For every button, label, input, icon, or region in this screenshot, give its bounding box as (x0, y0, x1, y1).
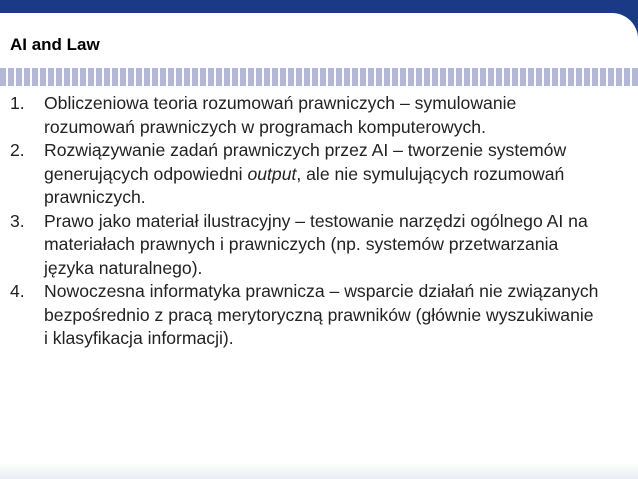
list-item-text (44, 139, 600, 210)
slide (0, 13, 638, 479)
list-item (10, 280, 600, 351)
list-item (10, 139, 600, 210)
list-item-text: Prawo jako materiał ilustracyjny – testowanie narzędzi ogólnego AI na materiałach prawnych i prawniczych (np. systemów przetwarzania języka naturalnego). (44, 210, 588, 278)
title-divider (0, 68, 638, 86)
list-item-text: Obliczeniowa teoria rozumowań prawniczych – symulowanie rozumowań prawniczych w programach komputerowych. (44, 93, 517, 137)
list-item-text-part: , ale nie symulujących rozumowań prawniczych. (44, 163, 565, 207)
numbered-list (10, 92, 600, 351)
slide-title: AI and Law (10, 35, 100, 54)
bottom-shade (0, 463, 638, 479)
list-item-text: Nowoczesna informatyka prawnicza – wsparcie działań nie związanych bezpośrednio z pracą merytoryczną prawników (głównie wyszukiwanie i klasyfikacja informacji). (44, 281, 599, 348)
list-item-number: 2. (10, 140, 25, 160)
list-item (10, 92, 600, 139)
list-item-emphasis: output (247, 163, 297, 184)
list-item-number: 4. (10, 281, 25, 301)
list-item-number: 1. (10, 93, 25, 113)
list-item-text-part: Rozwiązywanie zadań prawniczych przez AI – tworzenie systemów generujących odpowiedni (44, 140, 567, 184)
list-item (10, 210, 600, 281)
list-item-number: 3. (10, 210, 25, 231)
